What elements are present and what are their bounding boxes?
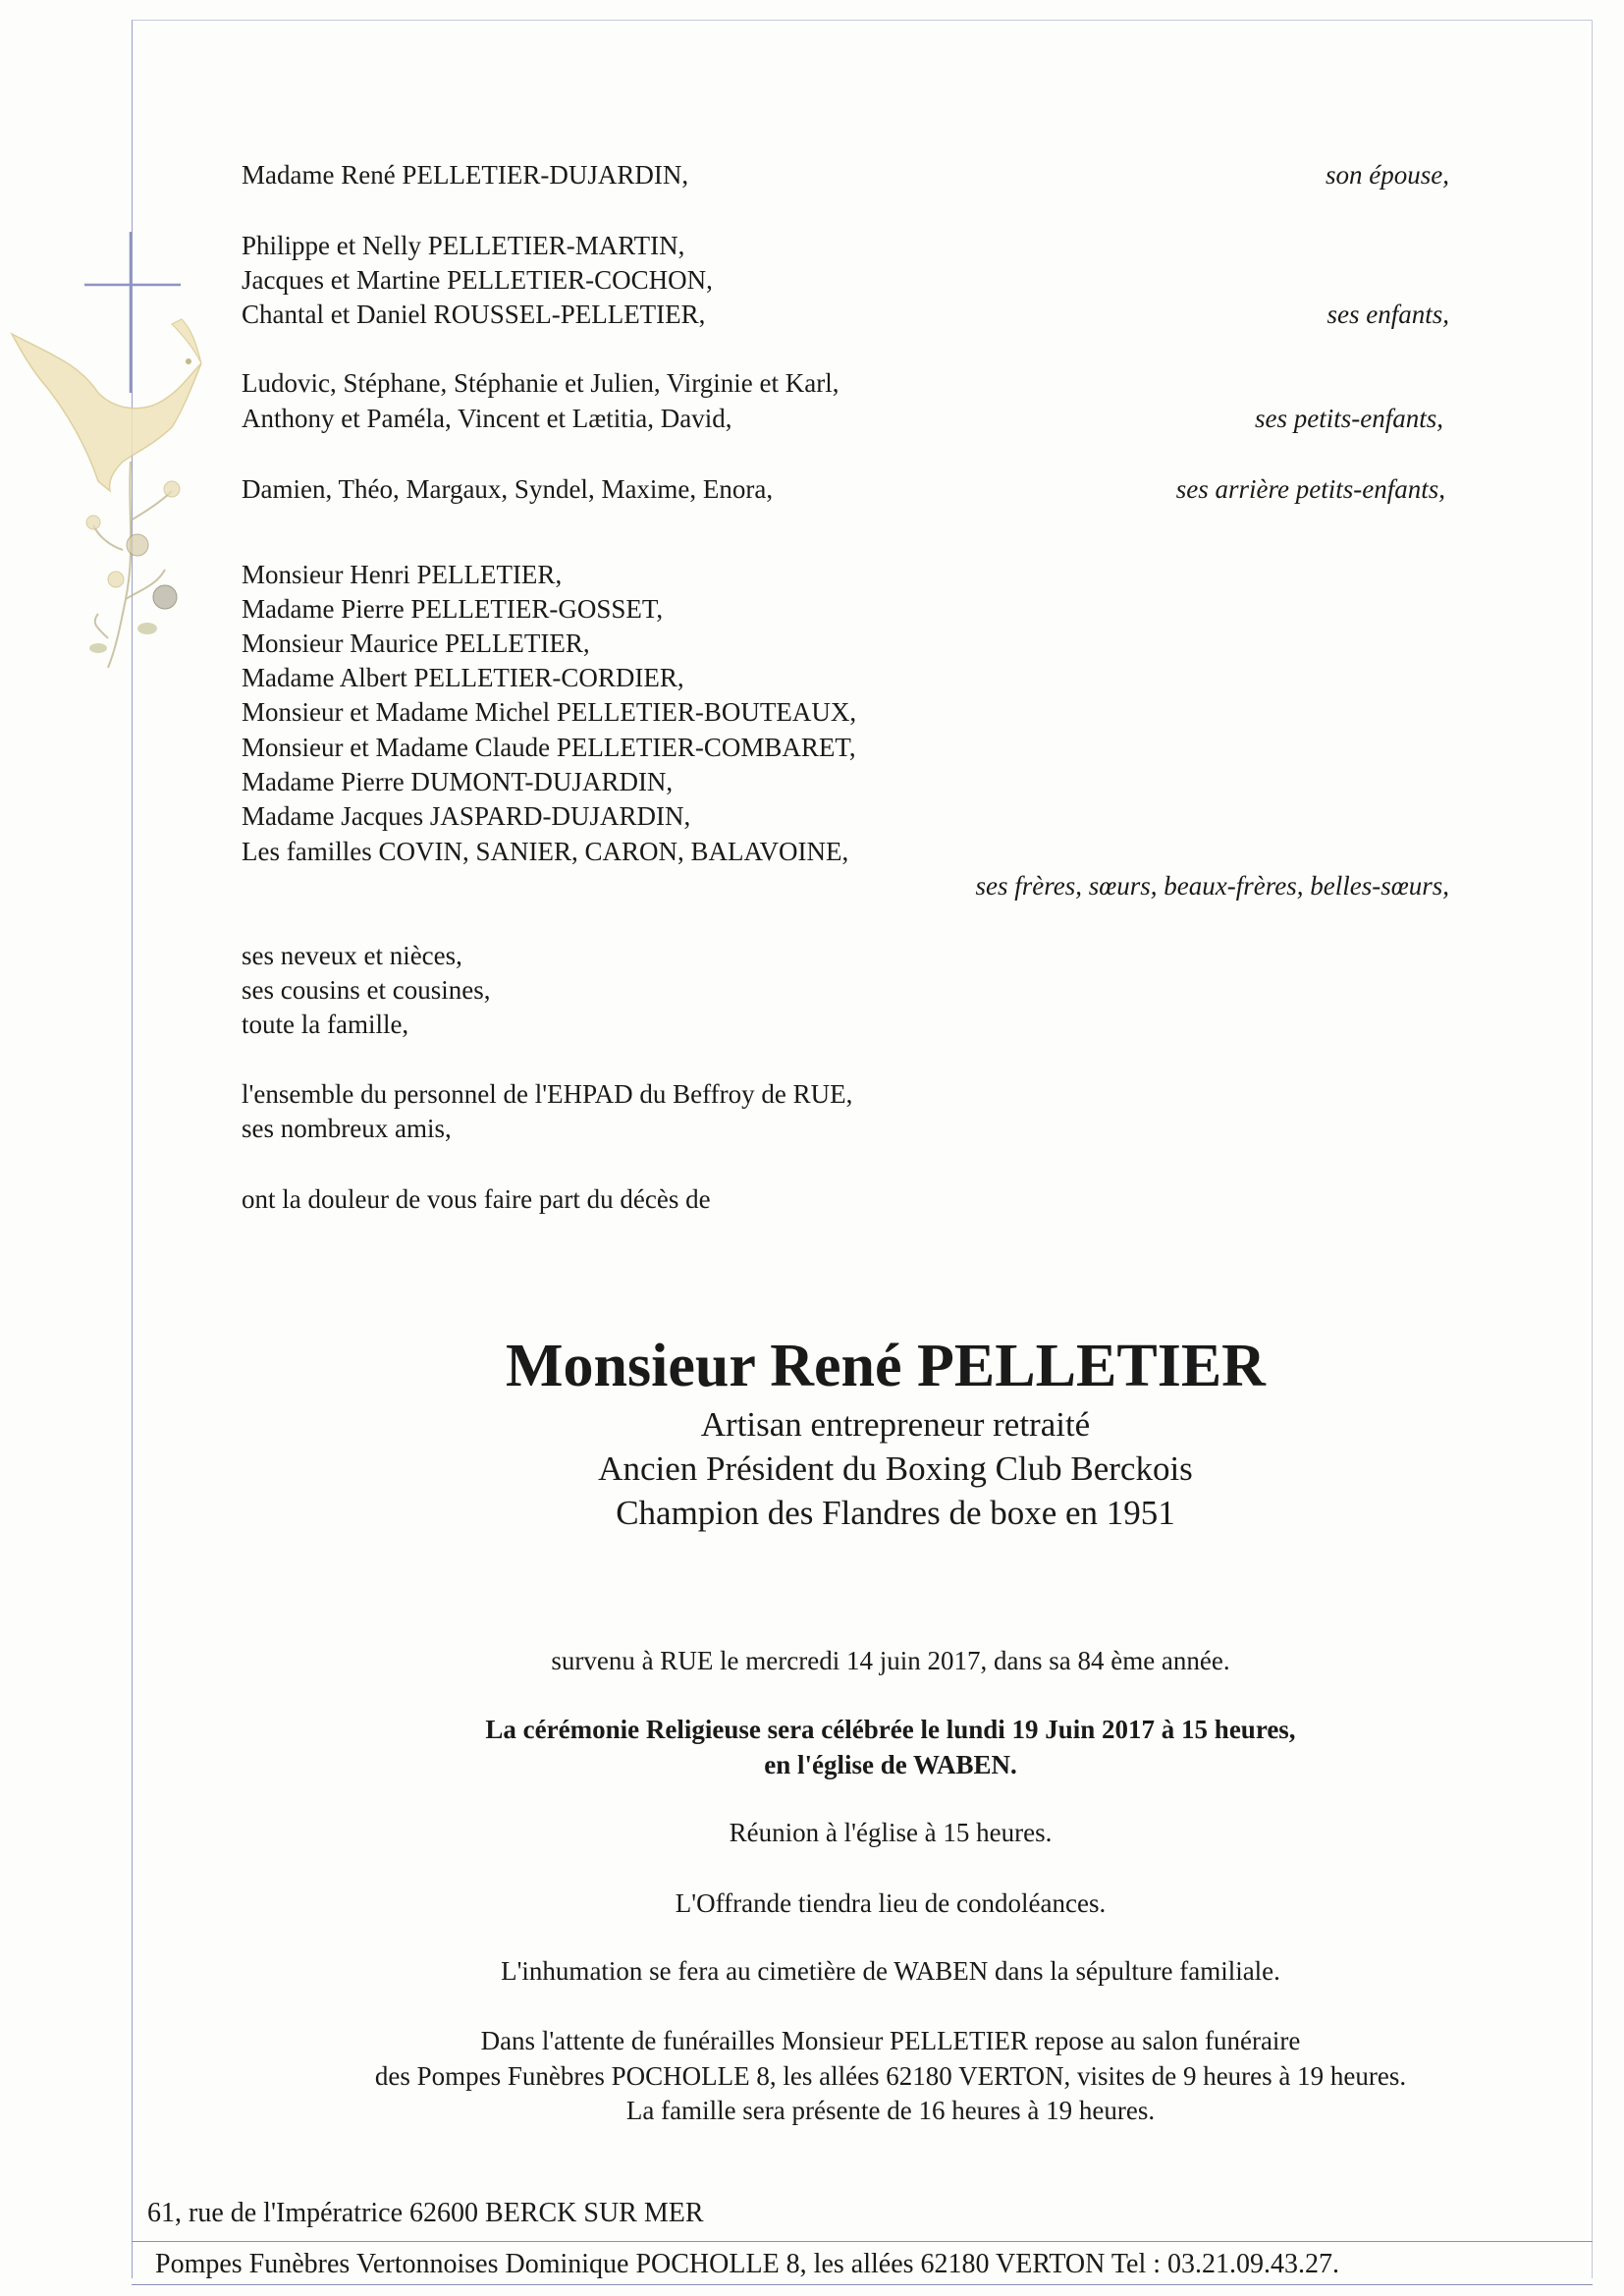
visitation-line: Dans l'attente de funérailles Monsieur PELLETIER repose au salon funéraire bbox=[480, 2026, 1301, 2055]
sibling-line: Les familles COVIN, SANIER, CARON, BALAVOINE, bbox=[242, 837, 849, 866]
child-line: Philippe et Nelly PELLETIER-MARTIN, bbox=[242, 231, 685, 260]
child-line: Jacques et Martine PELLETIER-COCHON, bbox=[242, 265, 713, 295]
sibling-line: Monsieur Maurice PELLETIER, bbox=[242, 629, 590, 658]
cross-dove-flower-icon bbox=[0, 0, 255, 707]
page-border bbox=[132, 20, 1593, 2278]
deceased-title: Champion des Flandres de boxe en 1951 bbox=[616, 1494, 1175, 1532]
deceased-title: Ancien Président du Boxing Club Berckois bbox=[598, 1449, 1193, 1488]
visitation-line: des Pompes Funèbres POCHOLLE 8, les allées 62180 VERTON, visites de 9 heures à 19 heures. bbox=[374, 2061, 1407, 2091]
offering-line: L'Offrande tiendra lieu de condoléances. bbox=[675, 1888, 1107, 1918]
footer-divider bbox=[132, 2284, 1593, 2285]
spouse-name: Madame René PELLETIER-DUJARDIN, bbox=[242, 160, 689, 190]
visitation-line: La famille sera présente de 16 heures à 19 heures. bbox=[625, 2096, 1156, 2125]
sibling-line: Madame Pierre PELLETIER-GOSSET, bbox=[242, 594, 664, 624]
sibling-line: Monsieur et Madame Claude PELLETIER-COMBARET, bbox=[242, 733, 856, 762]
sibling-line: Madame Pierre DUMONT-DUJARDIN, bbox=[242, 767, 674, 796]
sibling-line: Madame Jacques JASPARD-DUJARDIN, bbox=[242, 801, 691, 831]
others-line: l'ensemble du personnel de l'EHPAD du Beffroy de RUE, bbox=[242, 1079, 853, 1109]
sibling-line: Monsieur et Madame Michel PELLETIER-BOUTEAUX, bbox=[242, 697, 857, 727]
others-line: ses nombreux amis, bbox=[242, 1114, 452, 1143]
announcement: ont la douleur de vous faire part du décès de bbox=[242, 1184, 711, 1214]
sibling-line: Madame Albert PELLETIER-CORDIER, bbox=[242, 663, 684, 692]
burial-line: L'inhumation se fera au cimetière de WABEN dans la sépulture familiale. bbox=[501, 1956, 1280, 1986]
footer-funeral-home: Pompes Funèbres Vertonnoises Dominique POCHOLLE 8, les allées 62180 VERTON Tel : 03.21.09.43.27. bbox=[155, 2249, 1339, 2279]
ceremony-line: en l'église de WABEN. bbox=[764, 1750, 1017, 1779]
grandchild-line: Ludovic, Stéphane, Stéphanie et Julien, Virginie et Karl, bbox=[242, 368, 839, 398]
meeting-line: Réunion à l'église à 15 heures. bbox=[729, 1818, 1053, 1847]
deceased-name: Monsieur René PELLETIER bbox=[506, 1333, 1266, 1399]
sibling-line: Monsieur Henri PELLETIER, bbox=[242, 560, 563, 589]
footer-divider bbox=[132, 2241, 1593, 2242]
great-grandchild-line: Damien, Théo, Margaux, Syndel, Maxime, Enora, bbox=[242, 474, 774, 504]
extended-line: ses neveux et nièces, bbox=[242, 941, 462, 970]
deceased-title: Artisan entrepreneur retraité bbox=[700, 1405, 1091, 1444]
great-grandchildren-relation: ses arrière petits-enfants, bbox=[1175, 474, 1445, 504]
grandchild-line: Anthony et Paméla, Vincent et Lætitia, David, bbox=[242, 404, 732, 433]
grandchildren-relation: ses petits-enfants, bbox=[1255, 404, 1443, 433]
spouse-relation: son épouse, bbox=[1326, 160, 1449, 190]
death-statement: survenu à RUE le mercredi 14 juin 2017, dans sa 84 ème année. bbox=[551, 1646, 1230, 1675]
ceremony-line: La cérémonie Religieuse sera célébrée le lundi 19 Juin 2017 à 15 heures, bbox=[485, 1715, 1296, 1744]
children-relation: ses enfants, bbox=[1326, 300, 1449, 329]
footer-address: 61, rue de l'Impératrice 62600 BERCK SUR MER bbox=[147, 2198, 704, 2228]
child-line: Chantal et Daniel ROUSSEL-PELLETIER, bbox=[242, 300, 706, 329]
extended-line: toute la famille, bbox=[242, 1010, 409, 1039]
extended-line: ses cousins et cousines, bbox=[242, 975, 491, 1005]
siblings-relation: ses frères, sœurs, beaux-frères, belles-sœurs, bbox=[975, 871, 1449, 901]
